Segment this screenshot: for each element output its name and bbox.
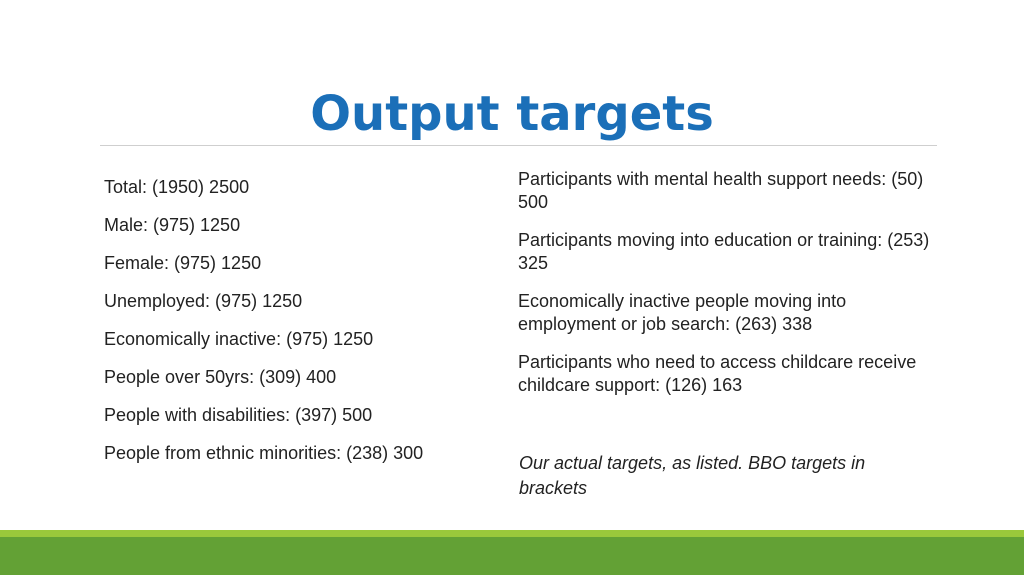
footnote: Our actual targets, as listed. BBO targets in brackets [519,453,866,498]
footer-band-light [0,530,1024,537]
list-item: Unemployed: (975) 1250 [104,290,303,311]
list-item: Participants with mental health support needs: (50) 500 [518,169,924,212]
list-item: People over 50yrs: (309) 400 [104,366,337,387]
list-item: Male: (975) 1250 [104,214,241,235]
list-item: People from ethnic minorities: (238) 300 [104,442,424,463]
list-item: People with disabilities: (397) 500 [104,404,373,425]
slide-title: Output targets [310,86,714,142]
list-item: Participants who need to access childcare receive childcare support: (126) 163 [518,352,917,395]
footer-band-dark [0,537,1024,575]
list-item: Total: (1950) 2500 [104,176,250,197]
list-item: Economically inactive people moving into employment or job search: (263) 338 [518,291,847,334]
list-item: Participants moving into education or training: (253) 325 [518,230,930,273]
left-column [104,168,494,472]
list-item: Economically inactive: (975) 1250 [104,328,374,349]
list-item: Female: (975) 1250 [104,252,262,273]
right-column [518,168,938,412]
title-divider [100,145,937,146]
